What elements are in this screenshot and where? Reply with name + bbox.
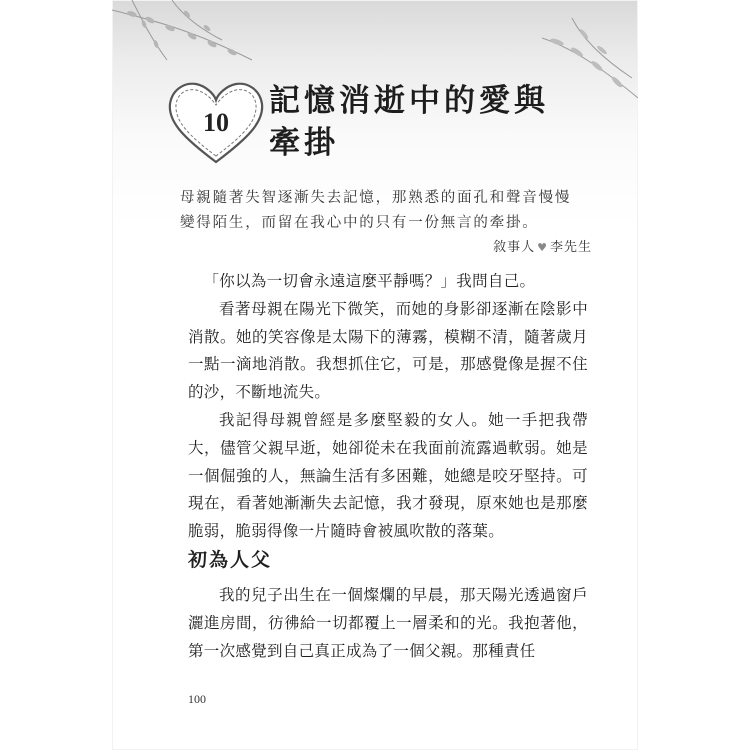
page-number: 100 [188,692,206,706]
chapter-title: 記憶消逝中的愛與牽掛 [269,83,549,161]
paragraph: 我記得母親曾經是多麼堅毅的女人。她一手把我帶大，儘管父親早逝，她卻從未在我面前流露過軟弱。她是一個倔強的人，無論生活有多困難，她總是咬牙堅持。可現在，看著她漸漸失去記憶，我才發現，原來她也是那麼脆弱，脆弱得像一片隨時會被風吹散的落葉。 [188,410,588,541]
section-heading: 初為人父 [188,549,273,571]
book-page [112,0,638,750]
narrator-name: 李先生 [549,240,592,255]
chapter-number: 10 [203,108,229,137]
paragraph: 我的兒子出生在一個燦爛的早晨，那天陽光透過窗戶灑進房間，彷彿給一切都覆上一層柔和的光。我抱著他，第一次感覺到自己真正成為了一個父親。那種責任 [188,586,588,660]
body-text [188,268,588,546]
small-heart-icon: ♥ [537,241,548,254]
section-body-text [188,582,588,665]
floral-branch-decoration [112,0,282,80]
narrator-credit [442,236,592,255]
paragraph: 「你以為一切會永遠這麼平靜嗎？」我問自己。 [203,272,536,290]
chapter-intro: 母親隨著失智逐漸失去記憶，那熟悉的面孔和聲音慢慢變得陌生，而留在我心中的只有一份無言的牽掛。 [180,190,572,231]
narrator-label: 敘事人 [493,240,536,255]
paragraph: 看著母親在陽光下微笑，而她的身影卻逐漸在陰影中消散。她的笑容像是太陽下的薄霧，模糊不清，隨著歲月一點一滴地消散。我想抓住它，可是，那感覺像是握不住的沙，不斷地流失。 [188,299,588,402]
